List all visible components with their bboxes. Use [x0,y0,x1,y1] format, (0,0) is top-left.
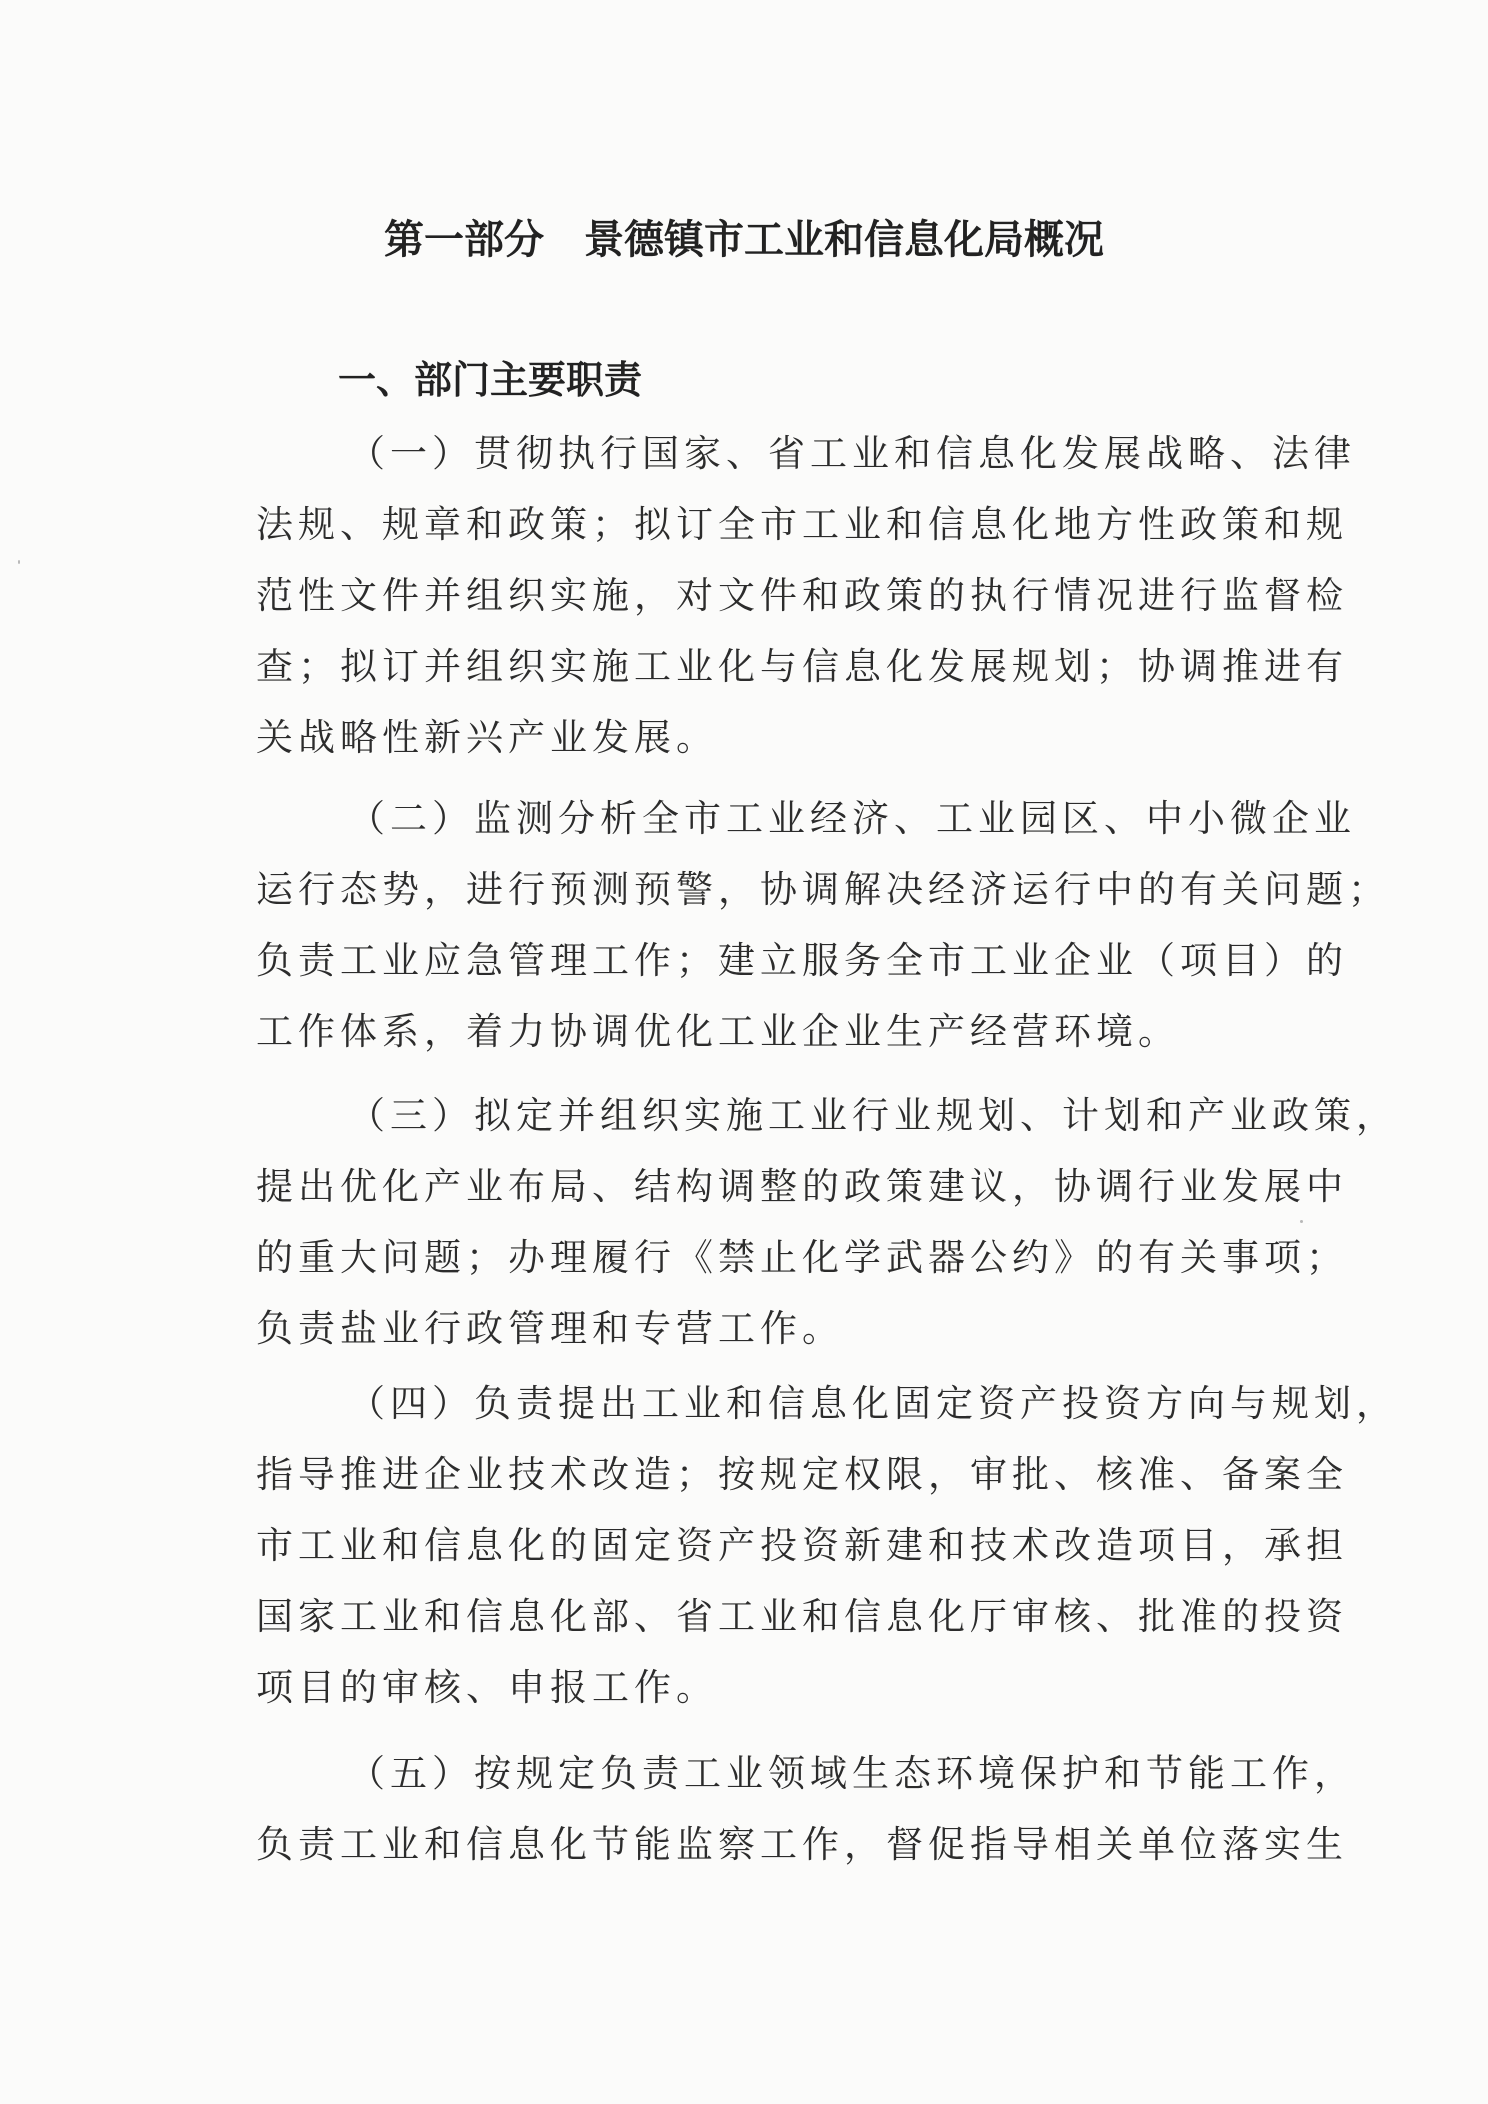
paragraph-line: 范性文件并组织实施，对文件和政策的执行情况进行监督检 [256,574,1348,617]
paragraph-line: （五）按规定负责工业领域生态环境保护和节能工作， [348,1752,1356,1795]
paragraph-line: 国家工业和信息化部、省工业和信息化厅审核、批准的投资 [256,1595,1348,1638]
scan-speck [1300,1220,1303,1223]
paragraph-line: 负责盐业行政管理和专营工作。 [256,1307,844,1350]
paragraph-line: 关战略性新兴产业发展。 [256,716,718,759]
paragraph-line: 的重大问题；办理履行《禁止化学武器公约》的有关事项； [256,1236,1348,1279]
paragraph-line: 项目的审核、申报工作。 [256,1666,718,1709]
page-title: 第一部分 景德镇市工业和信息化局概况 [384,217,1104,263]
paragraph-3 [256,1080,1398,1364]
paragraph-line: 工作体系，着力协调优化工业企业生产经营环境。 [256,1010,1180,1053]
paragraph-1 [256,418,1356,773]
paragraph-line: （四）负责提出工业和信息化固定资产投资方向与规划， [348,1382,1398,1425]
paragraph-line: （三）拟定并组织实施工业行业规划、计划和产业政策， [348,1094,1398,1137]
paragraph-line: 法规、规章和政策；拟订全市工业和信息化地方性政策和规 [256,503,1348,546]
paragraph-line: 负责工业和信息化节能监察工作，督促指导相关单位落实生 [256,1823,1348,1866]
paragraph-line: 指导推进企业技术改造；按规定权限，审批、核准、备案全 [256,1453,1348,1496]
paragraph-4 [256,1368,1398,1723]
scan-speck [18,560,20,564]
paragraph-line: （一）贯彻执行国家、省工业和信息化发展战略、法律 [348,432,1356,475]
paragraph-line: （二）监测分析全市工业经济、工业园区、中小微企业 [348,797,1356,840]
paragraph-2 [256,783,1390,1067]
paragraph-line: 负责工业应急管理工作；建立服务全市工业企业（项目）的 [256,939,1348,982]
paragraph-5 [256,1738,1356,1880]
paragraph-line: 运行态势，进行预测预警，协调解决经济运行中的有关问题； [256,868,1390,911]
paragraph-line: 市工业和信息化的固定资产投资新建和技术改造项目，承担 [256,1524,1348,1567]
paragraph-line: 提出优化产业布局、结构调整的政策建议，协调行业发展中 [256,1165,1348,1208]
paragraph-line: 查；拟订并组织实施工业化与信息化发展规划；协调推进有 [256,645,1348,688]
section-heading: 一、部门主要职责 [338,358,643,402]
